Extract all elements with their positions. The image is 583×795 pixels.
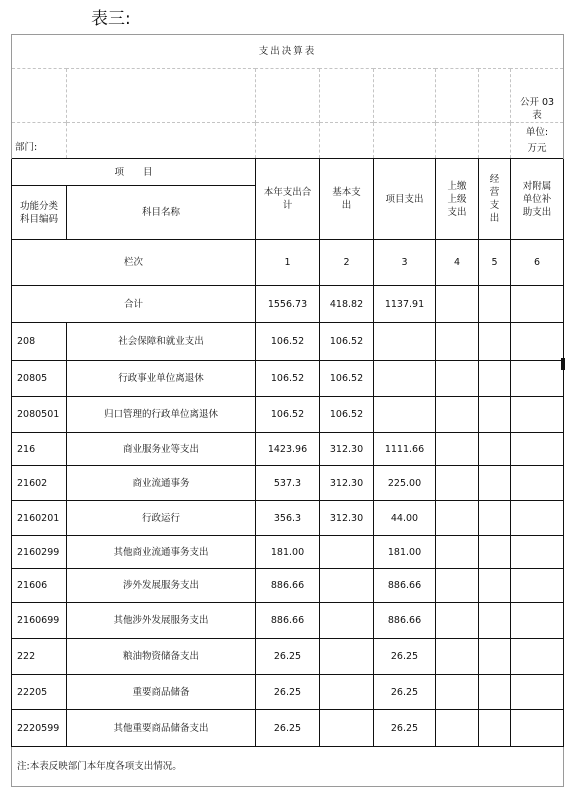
header-code: 功能分类 科目编码 bbox=[12, 186, 67, 240]
header-subsidy: 对附属 单位补 助支出 bbox=[511, 159, 564, 240]
table-row bbox=[12, 710, 564, 747]
row-total: 356.3 bbox=[256, 501, 320, 536]
row-project: 26.25 bbox=[374, 675, 436, 710]
row-code: 208 bbox=[12, 323, 67, 361]
row-code: 21602 bbox=[12, 466, 67, 501]
table-row bbox=[12, 501, 564, 536]
department-label: 部门: bbox=[12, 123, 67, 159]
column-index: 1 bbox=[256, 240, 320, 286]
row-name: 涉外发展服务支出 bbox=[67, 569, 256, 603]
row-subsidy bbox=[511, 361, 564, 397]
row-code: 2160299 bbox=[12, 536, 67, 569]
row-project: 26.25 bbox=[374, 639, 436, 675]
total-project: 1137.91 bbox=[374, 286, 436, 323]
row-basic: 106.52 bbox=[320, 397, 374, 433]
row-upper bbox=[436, 710, 479, 747]
row-upper bbox=[436, 569, 479, 603]
row-business bbox=[479, 710, 511, 747]
table-row bbox=[12, 639, 564, 675]
row-basic bbox=[320, 675, 374, 710]
row-project: 225.00 bbox=[374, 466, 436, 501]
row-name: 行政事业单位离退休 bbox=[67, 361, 256, 397]
row-total: 26.25 bbox=[256, 675, 320, 710]
row-name: 其他涉外发展服务支出 bbox=[67, 603, 256, 639]
total-amount: 1556.73 bbox=[256, 286, 320, 323]
table-row bbox=[12, 603, 564, 639]
header-name: 科目名称 bbox=[67, 186, 256, 240]
table-row bbox=[12, 675, 564, 710]
row-total: 26.25 bbox=[256, 639, 320, 675]
row-business bbox=[479, 433, 511, 466]
edge-mark bbox=[561, 358, 565, 370]
column-index: 4 bbox=[436, 240, 479, 286]
row-upper bbox=[436, 675, 479, 710]
expenditure-table bbox=[11, 34, 564, 787]
row-subsidy bbox=[511, 569, 564, 603]
table-row bbox=[12, 536, 564, 569]
row-name: 商业服务业等支出 bbox=[67, 433, 256, 466]
row-upper bbox=[436, 361, 479, 397]
row-project bbox=[374, 397, 436, 433]
header-business: 经 营 支 出 bbox=[479, 159, 511, 240]
form-number: 公开 03 表 bbox=[511, 69, 564, 123]
row-total: 886.66 bbox=[256, 569, 320, 603]
row-basic: 312.30 bbox=[320, 466, 374, 501]
row-upper bbox=[436, 433, 479, 466]
row-subsidy bbox=[511, 323, 564, 361]
row-basic bbox=[320, 569, 374, 603]
row-name: 商业流通事务 bbox=[67, 466, 256, 501]
row-code: 222 bbox=[12, 639, 67, 675]
row-code: 2160201 bbox=[12, 501, 67, 536]
row-subsidy bbox=[511, 466, 564, 501]
row-total: 886.66 bbox=[256, 603, 320, 639]
row-code: 22205 bbox=[12, 675, 67, 710]
row-name: 其他重要商品储备支出 bbox=[67, 710, 256, 747]
row-upper bbox=[436, 501, 479, 536]
row-subsidy bbox=[511, 639, 564, 675]
row-subsidy bbox=[511, 603, 564, 639]
row-code: 2160699 bbox=[12, 603, 67, 639]
column-index: 5 bbox=[479, 240, 511, 286]
row-project: 1111.66 bbox=[374, 433, 436, 466]
row-upper bbox=[436, 639, 479, 675]
row-total: 106.52 bbox=[256, 397, 320, 433]
row-upper bbox=[436, 323, 479, 361]
row-basic: 312.30 bbox=[320, 501, 374, 536]
row-upper bbox=[436, 397, 479, 433]
table-caption: 表三: bbox=[91, 9, 131, 29]
row-name: 社会保障和就业支出 bbox=[67, 323, 256, 361]
row-business bbox=[479, 536, 511, 569]
row-name: 行政运行 bbox=[67, 501, 256, 536]
row-basic: 312.30 bbox=[320, 433, 374, 466]
row-subsidy bbox=[511, 710, 564, 747]
row-total: 26.25 bbox=[256, 710, 320, 747]
row-upper bbox=[436, 603, 479, 639]
row-total: 537.3 bbox=[256, 466, 320, 501]
row-name: 归口管理的行政单位离退休 bbox=[67, 397, 256, 433]
row-total: 181.00 bbox=[256, 536, 320, 569]
row-project: 26.25 bbox=[374, 710, 436, 747]
row-upper bbox=[436, 466, 479, 501]
row-code: 216 bbox=[12, 433, 67, 466]
row-project bbox=[374, 323, 436, 361]
table-row bbox=[12, 323, 564, 361]
row-basic bbox=[320, 710, 374, 747]
row-name: 其他商业流通事务支出 bbox=[67, 536, 256, 569]
total-label: 合计 bbox=[12, 286, 256, 323]
row-business bbox=[479, 639, 511, 675]
row-project: 44.00 bbox=[374, 501, 436, 536]
row-project: 886.66 bbox=[374, 569, 436, 603]
header-basic: 基本支 出 bbox=[320, 159, 374, 240]
row-code: 20805 bbox=[12, 361, 67, 397]
row-subsidy bbox=[511, 536, 564, 569]
row-total: 1423.96 bbox=[256, 433, 320, 466]
row-subsidy bbox=[511, 675, 564, 710]
table-row bbox=[12, 569, 564, 603]
row-name: 粮油物资储备支出 bbox=[67, 639, 256, 675]
row-basic bbox=[320, 603, 374, 639]
row-total: 106.52 bbox=[256, 323, 320, 361]
table-title: 支出决算表 bbox=[12, 35, 564, 69]
row-subsidy bbox=[511, 501, 564, 536]
row-total: 106.52 bbox=[256, 361, 320, 397]
row-project: 181.00 bbox=[374, 536, 436, 569]
column-index: 6 bbox=[511, 240, 564, 286]
row-name: 重要商品储备 bbox=[67, 675, 256, 710]
row-business bbox=[479, 466, 511, 501]
row-basic bbox=[320, 536, 374, 569]
table-note: 注:本表反映部门本年度各项支出情况。 bbox=[12, 747, 564, 787]
table-row bbox=[12, 466, 564, 501]
row-basic: 106.52 bbox=[320, 323, 374, 361]
row-business bbox=[479, 501, 511, 536]
column-index: 2 bbox=[320, 240, 374, 286]
row-business bbox=[479, 323, 511, 361]
row-project bbox=[374, 361, 436, 397]
row-business bbox=[479, 397, 511, 433]
table-row bbox=[12, 433, 564, 466]
row-code: 21606 bbox=[12, 569, 67, 603]
row-code: 2220599 bbox=[12, 710, 67, 747]
row-business bbox=[479, 675, 511, 710]
row-project: 886.66 bbox=[374, 603, 436, 639]
row-basic bbox=[320, 639, 374, 675]
table-row bbox=[12, 361, 564, 397]
header-project: 项目支出 bbox=[374, 159, 436, 240]
header-total: 本年支出合 计 bbox=[256, 159, 320, 240]
column-index: 3 bbox=[374, 240, 436, 286]
row-code: 2080501 bbox=[12, 397, 67, 433]
header-upper: 上缴 上级 支出 bbox=[436, 159, 479, 240]
unit-label: 单位: 万元 bbox=[511, 123, 564, 159]
row-basic: 106.52 bbox=[320, 361, 374, 397]
column-index-label: 栏次 bbox=[12, 240, 256, 286]
table-row bbox=[12, 397, 564, 433]
row-business bbox=[479, 361, 511, 397]
row-subsidy bbox=[511, 397, 564, 433]
row-subsidy bbox=[511, 433, 564, 466]
row-business bbox=[479, 569, 511, 603]
total-basic: 418.82 bbox=[320, 286, 374, 323]
row-business bbox=[479, 603, 511, 639]
header-item: 项 目 bbox=[12, 159, 256, 186]
row-upper bbox=[436, 536, 479, 569]
